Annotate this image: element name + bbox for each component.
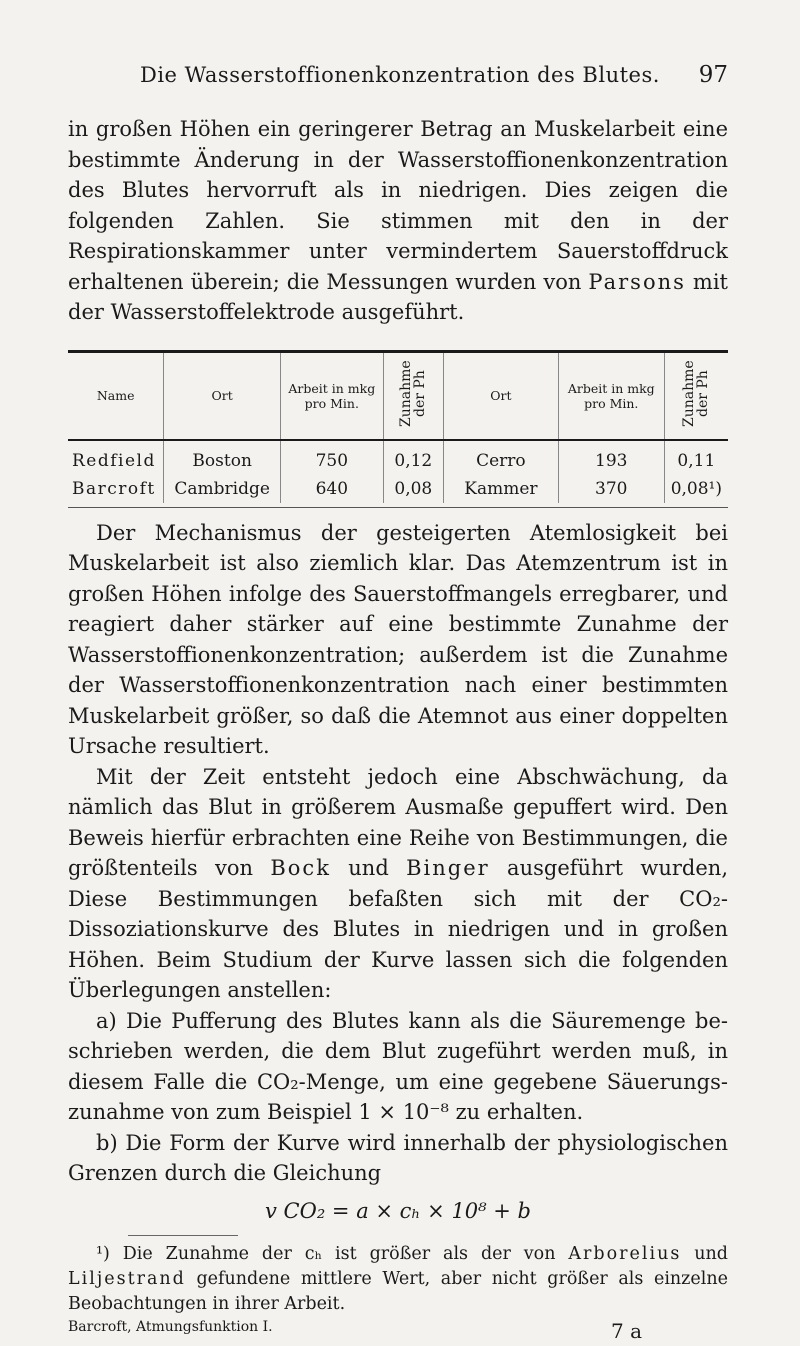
paragraph-intro-text: in großen Höhen ein geringerer Betrag an Muskelarbeit eine bestimmte Änderung in der Wasserstoffionenkonzentration des Blutes hervorruft als in niedrigen. Dies zeigen die folgenden Zahlen. Sie stimmen mit den in der Respirationskammer unter vermindertem Sauerstoffdruck erhaltenen überein; die Messungen wurden von bbox=[68, 117, 728, 294]
cell: 0,08 bbox=[383, 475, 443, 503]
running-header bbox=[140, 62, 728, 88]
th-arbeit-2: Arbeit in mkg pro Min. bbox=[558, 351, 664, 440]
name-bock: Bock bbox=[270, 856, 331, 880]
th-ort-2: Ort bbox=[444, 351, 559, 440]
name-parsons: Parsons bbox=[588, 269, 686, 294]
cell: 0,08¹) bbox=[664, 475, 728, 503]
paragraph-b: b) Die Form der Kurve wird innerhalb der physiologischen Grenzen durch die Gleichung bbox=[68, 1130, 728, 1185]
cell: 750 bbox=[281, 440, 384, 475]
cell: Cerro bbox=[444, 440, 559, 475]
cell: Boston bbox=[164, 440, 281, 475]
footnote bbox=[68, 1242, 728, 1317]
th-zunahme-label: Zunahme der Ph bbox=[398, 360, 429, 428]
paragraph-abschwaechung-text: Mit der Zeit entsteht jedoch eine Abschwächung, da nämlich das Blut in größerem Ausmaße gepuffert wird. Den Beweis hierfür erbrachten eine Reihe von Bestimmungen, die größtenteils von bbox=[68, 764, 728, 880]
footnote-text: ¹) Die Zunahme der cₕ ist größer als der von bbox=[96, 1243, 569, 1264]
table-row bbox=[68, 440, 728, 475]
paragraph-mechanism: Der Mechanismus der gesteigerten Atemlosigkeit bei Muskelarbeit ist also ziemlich klar. Das Atemzentrum ist in großen Höhen infolge des Sauerstoffmangels erregbarer, und reagiert daher stärker auf eine bestimmte Zunahme der Wasserstoffionenkonzentration; außerdem ist die Zunahme der Wasserstoffionenkonzentration nach einer bestimmten Muskelarbeit größer, so daß die Atemnot aus einer doppelten Ursache resultiert. bbox=[68, 520, 728, 758]
cell: Barcroft bbox=[72, 478, 156, 499]
cell: Redfield bbox=[72, 450, 156, 471]
cell: 640 bbox=[281, 475, 384, 503]
footnote-rule bbox=[128, 1235, 238, 1236]
page bbox=[68, 62, 728, 1343]
th-arbeit: Arbeit in mkg pro Min. bbox=[281, 351, 384, 440]
cell: Cambridge bbox=[164, 475, 281, 503]
footnote-conjunction: und bbox=[681, 1243, 728, 1264]
cell: 370 bbox=[558, 475, 664, 503]
th-ort: Ort bbox=[164, 351, 281, 440]
paragraph-abschwaechung-end: ausgeführt wurden, Diese Bestimmungen befaßten sich mit der CO₂-Dissoziationskurve des Blutes in niedrigen und in großen Höhen. Beim Studium der Kurve lassen sich die folgenden Überlegungen anstellen: bbox=[68, 856, 728, 1002]
measurement-table bbox=[68, 350, 728, 503]
signature-mark: 7 a bbox=[610, 1318, 642, 1343]
paragraph-intro bbox=[68, 114, 728, 328]
footnote-end: gefundene mittlere Wert, aber nicht größer als einzelne Beobachtungen in ihrer Arbeit. bbox=[68, 1268, 728, 1314]
page-number: 97 bbox=[698, 62, 728, 88]
page-footer bbox=[68, 1319, 728, 1343]
cell: 193 bbox=[558, 440, 664, 475]
paragraph-intro-end: mit der Wasserstoffelektrode ausgeführt. bbox=[68, 269, 728, 324]
th-zunahme-2-label: Zunahme der Ph bbox=[681, 360, 712, 428]
footer-source: Barcroft, Atmungsfunktion I. bbox=[68, 1318, 273, 1335]
name-binger: Binger bbox=[406, 856, 490, 880]
name-arborelius: Arborelius bbox=[568, 1243, 682, 1264]
cell: 0,11 bbox=[664, 440, 728, 475]
th-zunahme bbox=[383, 351, 443, 440]
conjunction: und bbox=[330, 856, 407, 880]
name-liljestrand: Liljestrand bbox=[68, 1268, 186, 1289]
cell: 0,12 bbox=[383, 440, 443, 475]
cell: Kammer bbox=[444, 475, 559, 503]
table-bottom-rule bbox=[68, 507, 728, 508]
equation: v CO₂ = a × cₕ × 10⁸ + b bbox=[265, 1198, 531, 1223]
paragraph-abschwaechung bbox=[68, 762, 728, 1006]
th-zunahme-2 bbox=[664, 351, 728, 440]
paragraph-a: a) Die Pufferung des Blutes kann als die Säuremenge beschrieben werden, die dem Blut zugeführt werden muß, in diesem Falle die CO₂-Menge, um eine gegebene Säuerungszunahme von zum Beispiel 1 × 10⁻⁸ zu erhalten. bbox=[68, 1008, 728, 1124]
table-row bbox=[68, 475, 728, 503]
table-header-row bbox=[68, 351, 728, 440]
th-name: Name bbox=[68, 351, 164, 440]
header-title: Die Wasserstoffionenkonzentration des Blutes. bbox=[140, 63, 660, 87]
